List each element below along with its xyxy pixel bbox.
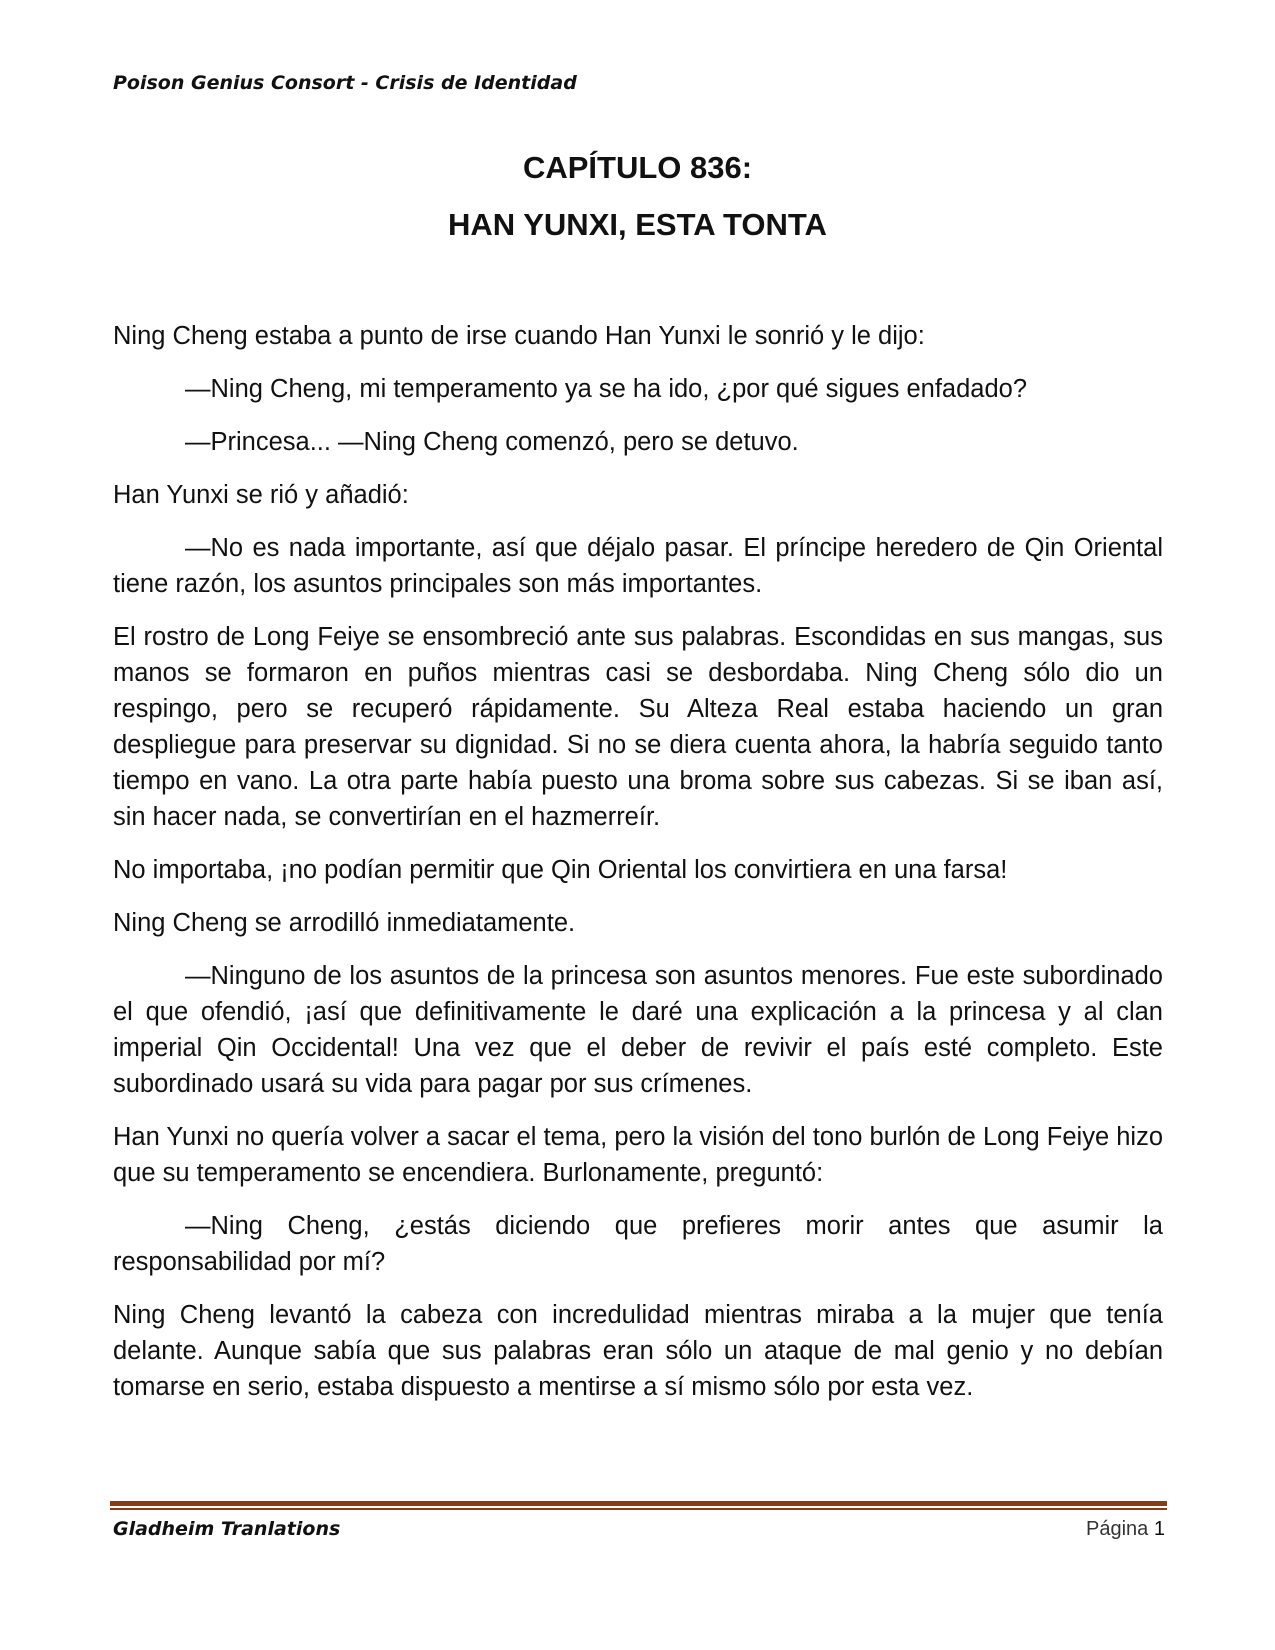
- footer-rule-thick: [110, 1501, 1167, 1506]
- paragraph: Ning Cheng se arrodilló inmediatamente.: [113, 909, 576, 937]
- paragraph: Han Yunxi no quería volver a sacar el tema, pero la visión del tono burlón de Long Feiye hizo que su temperamento se encendiera. Burlonamente, preguntó:: [113, 1123, 1163, 1187]
- page-indicator: [1086, 1518, 1165, 1541]
- chapter-title: HAN YUNXI, ESTA TONTA: [448, 207, 827, 242]
- dialogue-paragraph: —No es nada importante, así que déjalo pasar. El príncipe heredero de Qin Oriental tiene razón, los asuntos principales son más importantes.: [113, 534, 1163, 598]
- dialogue-paragraph: —Princesa... —Ning Cheng comenzó, pero se detuvo.: [185, 428, 799, 456]
- page-label: Página: [1086, 1518, 1149, 1540]
- body-text: [113, 318, 1163, 1422]
- chapter-number: CAPÍTULO 836:: [522, 150, 753, 185]
- paragraph: Ning Cheng estaba a punto de irse cuando Han Yunxi le sonrió y le dijo:: [113, 322, 925, 350]
- paragraph: Han Yunxi se rió y añadió:: [113, 481, 409, 509]
- page-number: 1: [1153, 1518, 1165, 1540]
- footer-credit: Gladheim Tranlations: [113, 1518, 341, 1540]
- running-header: Poison Genius Consort - Crisis de Identidad: [113, 72, 577, 94]
- paragraph: Ning Cheng levantó la cabeza con incredulidad mientras miraba a la mujer que tenía delante. Aunque sabía que sus palabras eran sólo un ataque de mal genio y no debían tomarse en serio, estaba dispuesto a mentirse a sí mismo sólo por esta vez.: [113, 1301, 1163, 1401]
- paragraph: El rostro de Long Feiye se ensombreció ante sus palabras. Escondidas en sus mangas, sus manos se formaron en puños mientras casi se desbordaba. Ning Cheng sólo dio un respingo, pero se recuperó rápidamente. Su Alteza Real estaba haciendo un gran despliegue para preservar su dignidad. Si no se diera cuenta ahora, la habría seguido tanto tiempo en vano. La otra parte había puesto una broma sobre sus cabezas. Si se iban así, sin hacer nada, se convertirían en el hazmerreír.: [113, 623, 1163, 831]
- dialogue-paragraph: —Ning Cheng, mi temperamento ya se ha ido, ¿por qué sigues enfadado?: [185, 375, 1027, 403]
- dialogue-paragraph: —Ninguno de los asuntos de la princesa son asuntos menores. Fue este subordinado el que ofendió, ¡así que definitivamente le daré una explicación a la princesa y al clan imperial Qin Occidental! Una vez que el deber de revivir el país esté completo. Este subordinado usará su vida para pagar por sus crímenes.: [113, 962, 1163, 1098]
- dialogue-paragraph: —Ning Cheng, ¿estás diciendo que prefieres morir antes que asumir la responsabilidad por mí?: [113, 1212, 1163, 1276]
- paragraph: No importaba, ¡no podían permitir que Qin Oriental los convirtiera en una farsa!: [113, 856, 1008, 884]
- footer-rule-thin: [110, 1508, 1167, 1510]
